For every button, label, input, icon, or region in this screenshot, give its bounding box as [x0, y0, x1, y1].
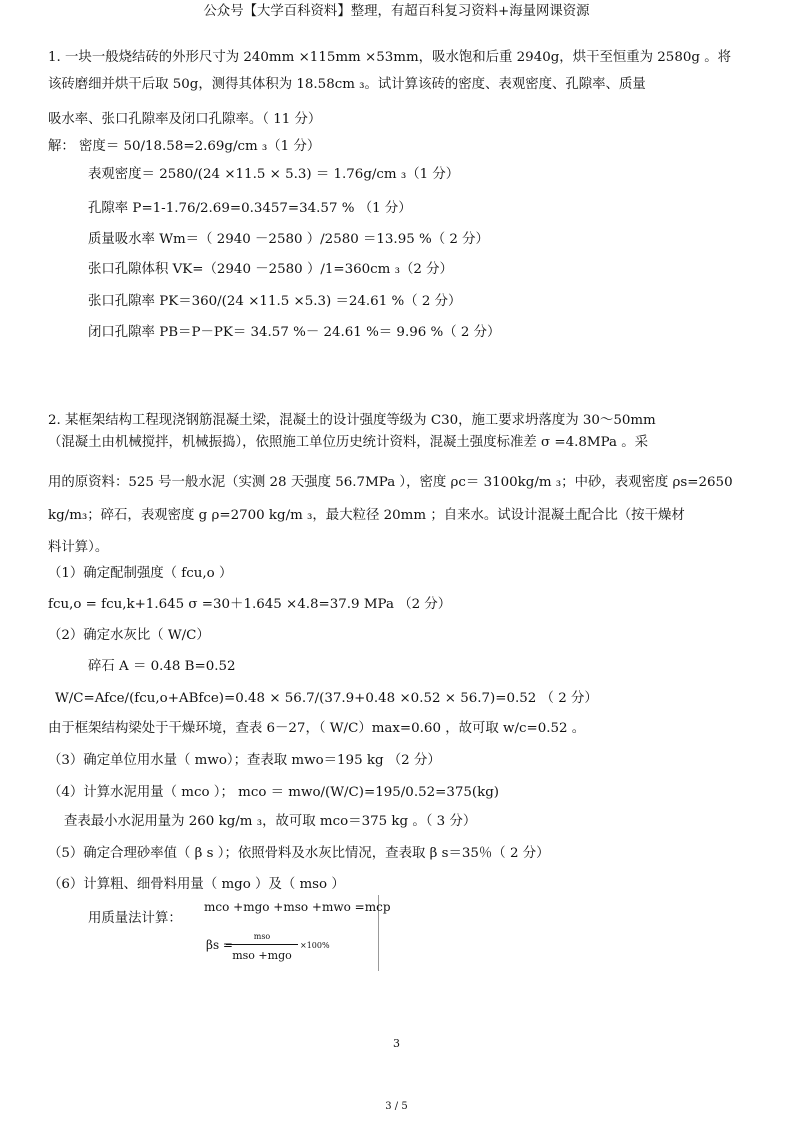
fraction-denominator: mso +mgo: [232, 949, 292, 962]
q2-step-4: （4）计算水泥用量（ mco ）； mco ＝ mwo/(W/C)=195/0.52=375(kg): [48, 785, 500, 800]
q2-step-2-calc: W/C=Afce/(fcu,o+ABfce)=0.48 × 56.7/(37.9+0.48 ×0.52 × 56.7)=0.52 （ 2 分）: [55, 691, 598, 706]
sand-ratio-symbol: βs =: [206, 938, 233, 952]
q2-line-1: 2. 某框架结构工程现浇钢筋混凝土梁，混凝土的设计强度等级为 C30，施工要求坍落度为 30～50mm: [48, 413, 656, 428]
page-count: 3 / 5: [385, 1101, 408, 1112]
q2-line-3: 用的原资料：525 号一般水泥（实测 28 天强度 56.7MPa ），密度 ρc＝ 3100kg/m ₃；中砂，表观密度 ρs=2650: [48, 475, 733, 490]
q2-step-2: （2）确定水灰比（ W/C）: [48, 628, 210, 643]
q2-line-2: （混凝土由机械搅拌，机械振捣），依照施工单位历史统计资料，混凝土强度标准差 σ =4.8MPa 。采: [48, 435, 649, 450]
q1-line-3: 吸水率、张口孔隙率及闭口孔隙率。（ 11 分）: [48, 112, 322, 127]
q2-step-2-coefficients: 碎石 A ＝ 0.48 B=0.52: [88, 659, 236, 674]
q2-step-2-conclusion: 由于框架结构梁处于干燥环境，查表 6－27，（ W/C）max=0.60 ，故可取 w/c=0.52 。: [48, 721, 586, 736]
q2-step-1-calc: fcu,o = fcu,k+1.645 σ =30＋1.645 ×4.8=37.9 MPa （2 分）: [48, 597, 452, 612]
q1-line-2: 该砖磨细并烘干后取 50g，测得其体积为 18.58cm ₃。试计算该砖的密度、表观密度、孔隙率、质量: [48, 77, 646, 92]
q1-solution-open-porosity: 张口孔隙率 PK＝360/(24 ×11.5 ×5.3) ＝24.61 %（ 2 分）: [88, 294, 462, 309]
q2-line-5: 料计算）。: [48, 540, 109, 555]
q1-solution-open-pore-volume: 张口孔隙体积 VK=（2940 －2580 ）/1=360cm ₃（2 分）: [88, 262, 453, 277]
q1-solution-density: 解： 密度＝ 50/18.58=2.69g/cm ₃（1 分）: [48, 139, 321, 154]
q2-step-1: （1）确定配制强度（ fcu,o ）: [48, 566, 233, 581]
page-header: 公众号【大学百科资料】整理，有超百科复习资料+海量网课资源: [203, 4, 590, 19]
q2-step-6: （6）计算粗、细骨料用量（ mgo ）及（ mso ）: [48, 877, 345, 892]
q1-line-1: 1. 一块一般烧结砖的外形尺寸为 240mm ×115mm ×53mm，吸水饱和后重 2940g，烘干至恒重为 2580g 。将: [48, 50, 731, 65]
q2-step-5: （5）确定合理砂率值（ β s ）；依照骨料及水灰比情况，查表取 β s＝35％（ 2 分）: [48, 846, 550, 861]
q1-solution-porosity: 孔隙率 P=1-1.76/2.69=0.3457=34.57 % （1 分）: [88, 201, 412, 216]
q1-solution-water-absorption: 质量吸水率 Wm＝（ 2940 －2580 ）/2580 ＝13.95 %（ 2 分）: [88, 232, 489, 247]
q2-step-6-method: 用质量法计算：: [88, 911, 182, 926]
q2-step-3: （3）确定单位用水量（ mwo）；查表取 mwo＝195 kg （2 分）: [48, 753, 441, 768]
q2-step-4-conclusion: 查表最小水泥用量为 260 kg/m ₃，故可取 mco＝375 kg 。（ 3 分）: [64, 814, 477, 829]
sand-ratio-fraction: [226, 932, 298, 962]
q1-solution-closed-porosity: 闭口孔隙率 PB＝P－PK＝ 34.57 %－ 24.61 %＝ 9.96 %（ 2 分）: [88, 325, 501, 340]
percent-factor: ×100%: [300, 941, 330, 950]
q2-line-4: kg/m₃；碎石，表观密度 g ρ=2700 kg/m ₃，最大粒径 20mm ；自来水。试设计混凝土配合比（按干燥材: [48, 508, 685, 523]
mass-balance-equation: mco +mgo +mso +mwo =mcp: [204, 900, 391, 914]
fraction-numerator: mso: [226, 932, 298, 945]
q1-solution-apparent-density: 表观密度＝ 2580/(24 ×11.5 × 5.3) ＝ 1.76g/cm ₃（1 分）: [88, 167, 460, 182]
page-number: 3: [393, 1037, 400, 1050]
